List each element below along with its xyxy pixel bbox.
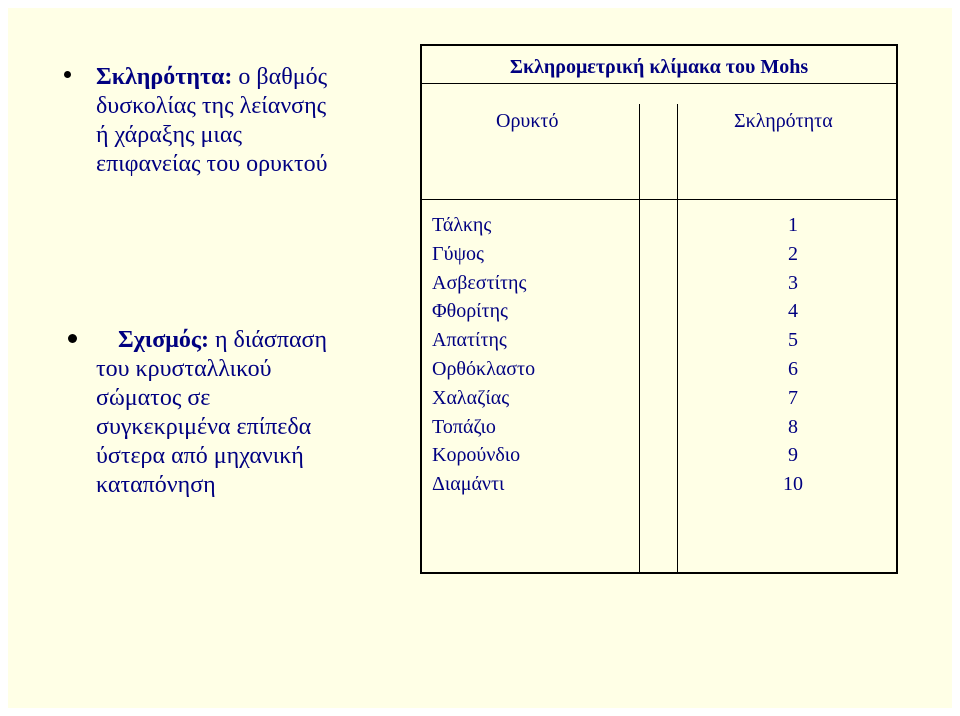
hardness-value: 7 xyxy=(788,386,798,409)
mineral-name: Κορούνδιο xyxy=(432,444,521,467)
column-header-mineral: Ορυκτό xyxy=(496,110,559,132)
bullet-text-line: του κρυσταλλικού xyxy=(96,356,272,382)
mineral-name: Τοπάζιο xyxy=(432,415,496,438)
mohs-scale-table xyxy=(420,44,898,574)
table-title: Σκληρομετρική κλίμακα του Mohs xyxy=(509,56,809,78)
bullet-hardness-definition xyxy=(96,63,396,179)
bullet-text-line: σώματος σε xyxy=(96,385,211,411)
hardness-value: 3 xyxy=(788,271,798,294)
hardness-value: 4 xyxy=(788,300,798,323)
mineral-name: Φθορίτης xyxy=(432,300,508,323)
hardness-value: 8 xyxy=(788,415,798,438)
bullet-text-line: ο βαθμός xyxy=(238,64,328,90)
hardness-value: 1 xyxy=(788,214,798,236)
bullet-text-line: καταπόνηση xyxy=(96,472,216,498)
bullet-dot-2 xyxy=(68,334,77,343)
hardness-value: 9 xyxy=(788,444,798,467)
mineral-name: Τάλκης xyxy=(432,214,492,236)
bullet-text-line: η διάσπαση xyxy=(215,327,328,353)
mineral-name: Χαλαζίας xyxy=(432,386,510,409)
table-line-title xyxy=(422,83,896,84)
bullet-text-line: δυσκολίας της λείανσης xyxy=(96,93,327,119)
mineral-name: Γύψος xyxy=(432,242,484,265)
slide-background xyxy=(8,8,952,708)
bullet-term-hardness: Σκληρότητα: xyxy=(96,64,233,90)
table-col-divider-2 xyxy=(677,104,678,572)
table-col-divider-1 xyxy=(639,104,640,572)
bullet-text-line: επιφανείας του ορυκτού xyxy=(96,151,328,177)
hardness-value: 10 xyxy=(783,473,803,496)
bullet-dot-1 xyxy=(64,71,71,78)
hardness-value: 6 xyxy=(788,357,798,380)
mineral-name: Διαμάντι xyxy=(432,473,505,496)
mineral-name: Απατίτης xyxy=(432,329,507,352)
mineral-column xyxy=(432,211,535,499)
hardness-value: 2 xyxy=(788,242,798,265)
bullet-text-line: συγκεκριμένα επίπεδα xyxy=(96,414,312,440)
hardness-value: 5 xyxy=(788,329,798,352)
bullet-text-line: ύστερα από μηχανική xyxy=(96,443,304,469)
bullet-text-line: ή χάραξης μιας xyxy=(96,122,242,148)
table-line-header xyxy=(422,199,896,200)
hardness-column xyxy=(768,211,818,499)
mineral-name: Ασβεστίτης xyxy=(432,271,527,294)
bullet-cleavage-definition xyxy=(96,326,396,500)
bullet-term-cleavage: Σχισμός: xyxy=(118,327,209,353)
column-header-hardness: Σκληρότητα xyxy=(734,110,833,132)
mineral-name: Ορθόκλαστο xyxy=(432,357,536,380)
